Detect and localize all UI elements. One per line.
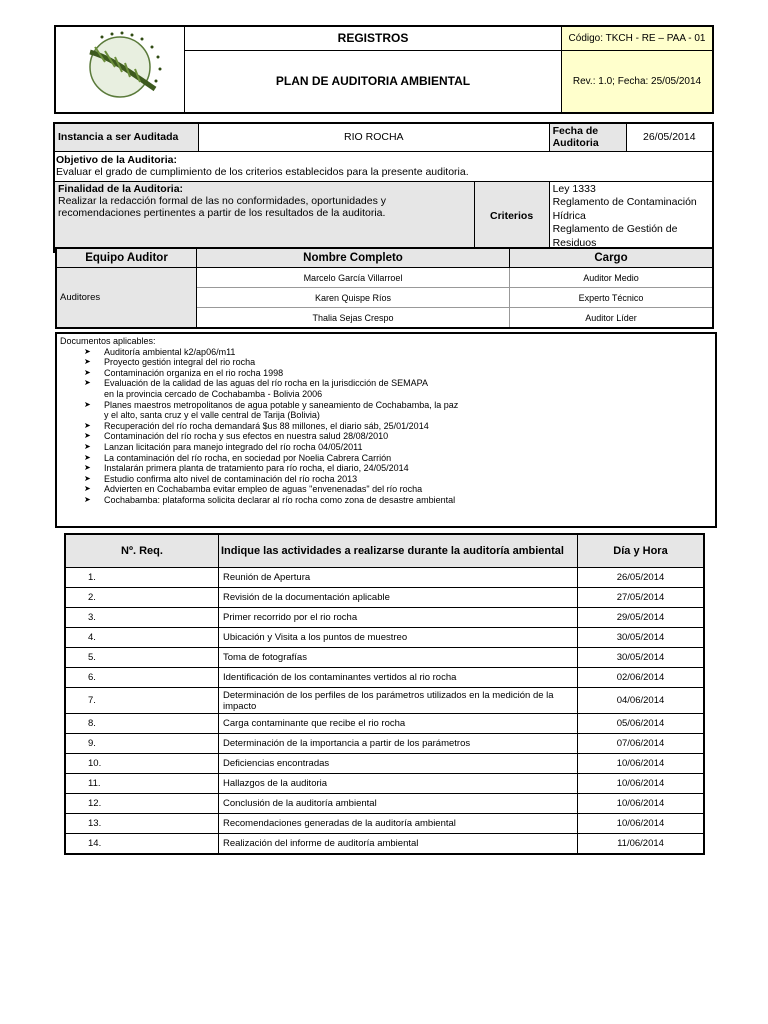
title-top: REGISTROS	[185, 26, 562, 50]
instance-label: Instancia a ser Auditada	[54, 123, 199, 151]
table-row	[65, 794, 704, 814]
activity-description: Determinación de la importancia a partir de los parámetros	[219, 734, 578, 754]
logo-cell	[55, 26, 185, 113]
activity-number: 14.	[65, 834, 219, 855]
member-name: Marcelo García Villarroel	[197, 268, 510, 288]
team-header-cargo: Cargo	[510, 248, 714, 268]
member-role: Experto Técnico	[510, 288, 714, 308]
date-label: Fecha de Auditoria	[549, 123, 626, 151]
activities-table	[64, 533, 705, 855]
document-item: ➤ Evaluación de la calidad de las aguas del río rocha en la jurisdicción de SEMAPA en la provincia cercado de Cochabamba - Bolivia 2006	[84, 378, 434, 399]
activity-date: 29/05/2014	[578, 608, 705, 628]
table-row	[65, 688, 704, 714]
team-header-nombre: Nombre Completo	[197, 248, 510, 268]
activity-number: 13.	[65, 814, 219, 834]
activity-number: 6.	[65, 668, 219, 688]
activity-description: Determinación de los perfiles de los parámetros utilizados en la medición de la impacto	[219, 688, 578, 714]
activity-number: 4.	[65, 628, 219, 648]
table-row	[65, 714, 704, 734]
activity-date: 10/06/2014	[578, 814, 705, 834]
objective-label: Objetivo de la Auditoria:	[56, 154, 177, 166]
activity-date: 10/06/2014	[578, 794, 705, 814]
objective-text: Evaluar el grado de cumplimiento de los criterios establecidos para la presente auditoria.	[56, 166, 469, 178]
table-row	[65, 734, 704, 754]
activity-description: Recomendaciones generadas de la auditoría ambiental	[219, 814, 578, 834]
document-header	[54, 25, 714, 114]
auditors-group-label: Auditores	[56, 268, 197, 329]
activities-header-num: Nº. Req.	[65, 534, 219, 568]
member-role: Auditor Líder	[510, 308, 714, 329]
document-item: ➤ Auditoría ambiental k2/ap06/m11	[84, 347, 715, 358]
activity-description: Toma de fotografías	[219, 648, 578, 668]
purpose-cell	[54, 181, 474, 252]
document-item: ➤ La contaminación del río rocha, en sociedad por Noelia Cabrera Carrión	[84, 453, 715, 464]
activity-date: 27/05/2014	[578, 588, 705, 608]
instance-table	[53, 122, 714, 253]
document-item: ➤ Lanzan licitación para manejo integrado del río rocha 04/05/2011	[84, 442, 715, 453]
member-name: Thalia Sejas Crespo	[197, 308, 510, 329]
audit-logo	[60, 27, 180, 107]
document-item: ➤ Instalarán primera planta de tratamiento para río rocha, el diario, 24/05/2014	[84, 463, 715, 474]
documents-list	[60, 347, 715, 506]
table-row	[65, 588, 704, 608]
criteria-label: Criterios	[474, 181, 549, 252]
table-row	[65, 668, 704, 688]
activity-number: 2.	[65, 588, 219, 608]
table-row	[65, 754, 704, 774]
activity-date: 10/06/2014	[578, 754, 705, 774]
activity-number: 12.	[65, 794, 219, 814]
activity-description: Carga contaminante que recibe el rio rocha	[219, 714, 578, 734]
activity-date: 05/06/2014	[578, 714, 705, 734]
date-value: 26/05/2014	[626, 123, 713, 151]
activity-description: Conclusión de la auditoría ambiental	[219, 794, 578, 814]
criteria-item: Ley 1333	[552, 182, 596, 195]
purpose-text: Realizar la redacción formal de las no conformidades, oportunidades y recomendaciones pertinentes a partir de los resultados de la auditoria.	[58, 194, 387, 219]
activity-number: 1.	[65, 568, 219, 588]
table-row	[65, 774, 704, 794]
team-header-equipo: Equipo Auditor	[56, 248, 197, 268]
activity-number: 7.	[65, 688, 219, 714]
criteria-list	[549, 181, 713, 252]
document-item: ➤ Recuperación del río rocha demandará $us 88 millones, el diario sáb, 25/01/2014	[84, 421, 715, 432]
activity-date: 04/06/2014	[578, 688, 705, 714]
table-row	[65, 834, 704, 855]
activity-description: Identificación de los contaminantes vertidos al rio rocha	[219, 668, 578, 688]
activity-number: 9.	[65, 734, 219, 754]
activity-date: 26/05/2014	[578, 568, 705, 588]
activity-description: Deficiencias encontradas	[219, 754, 578, 774]
document-title: PLAN DE AUDITORIA AMBIENTAL	[185, 50, 562, 113]
activity-date: 30/05/2014	[578, 648, 705, 668]
document-item: ➤ Advierten en Cochabamba evitar empleo de aguas "envenenadas" del río rocha	[84, 484, 715, 495]
activity-number: 8.	[65, 714, 219, 734]
table-row	[65, 814, 704, 834]
member-role: Auditor Medio	[510, 268, 714, 288]
activity-description: Ubicación y Visita a los puntos de muestreo	[219, 628, 578, 648]
document-item: ➤ Planes maestros metropolitanos de agua potable y saneamiento de Cochabamba, la paz y el alto, santa cruz y el valle central de Tarija (Bolivia)	[84, 400, 464, 421]
activity-date: 11/06/2014	[578, 834, 705, 855]
activity-description: Reunión de Apertura	[219, 568, 578, 588]
table-row	[65, 648, 704, 668]
activity-date: 30/05/2014	[578, 628, 705, 648]
document-code: Código: TKCH - RE – PAA - 01	[562, 26, 714, 50]
document-item: ➤ Contaminación del río rocha y sus efectos en nuestra salud 28/08/2010	[84, 431, 715, 442]
activity-number: 3.	[65, 608, 219, 628]
document-item: ➤ Proyecto gestión integral del rio rocha	[84, 357, 715, 368]
activity-number: 5.	[65, 648, 219, 668]
activities-header-date: Día y Hora	[578, 534, 705, 568]
audit-team-table	[55, 247, 714, 329]
activities-body	[65, 568, 704, 855]
purpose-label: Finalidad de la Auditoria:	[58, 182, 184, 195]
activity-description: Revisión de la documentación aplicable	[219, 588, 578, 608]
activity-number: 11.	[65, 774, 219, 794]
activities-header-activity: Indique las actividades a realizarse durante la auditoría ambiental	[219, 534, 578, 568]
activity-description: Realización del informe de auditoría ambiental	[219, 834, 578, 855]
table-row	[65, 568, 704, 588]
table-row	[65, 608, 704, 628]
member-name: Karen Quispe Ríos	[197, 288, 510, 308]
activity-number: 10.	[65, 754, 219, 774]
document-item: ➤ Cochabamba: plataforma solicita declarar al río rocha como zona de desastre ambiental	[84, 495, 715, 506]
activity-date: 07/06/2014	[578, 734, 705, 754]
document-item: ➤ Contaminación organiza en el rio rocha 1998	[84, 368, 715, 379]
activity-description: Hallazgos de la auditoria	[219, 774, 578, 794]
criteria-item: Reglamento de Contaminación Hídrica	[552, 196, 697, 222]
table-row	[65, 628, 704, 648]
activity-description: Primer recorrido por el rio rocha	[219, 608, 578, 628]
instance-value: RIO ROCHA	[199, 123, 550, 151]
activity-date: 02/06/2014	[578, 668, 705, 688]
revision-info: Rev.: 1.0; Fecha: 25/05/2014	[562, 50, 714, 113]
document-item: ➤ Estudio confirma alto nivel de contaminación del río rocha 2013	[84, 474, 715, 485]
documents-title: Documentos aplicables:	[60, 336, 156, 346]
objective-cell	[54, 151, 713, 181]
activity-date: 10/06/2014	[578, 774, 705, 794]
documents-box	[55, 332, 717, 528]
criteria-item: Reglamento de Gestión de Residuos	[552, 223, 678, 249]
